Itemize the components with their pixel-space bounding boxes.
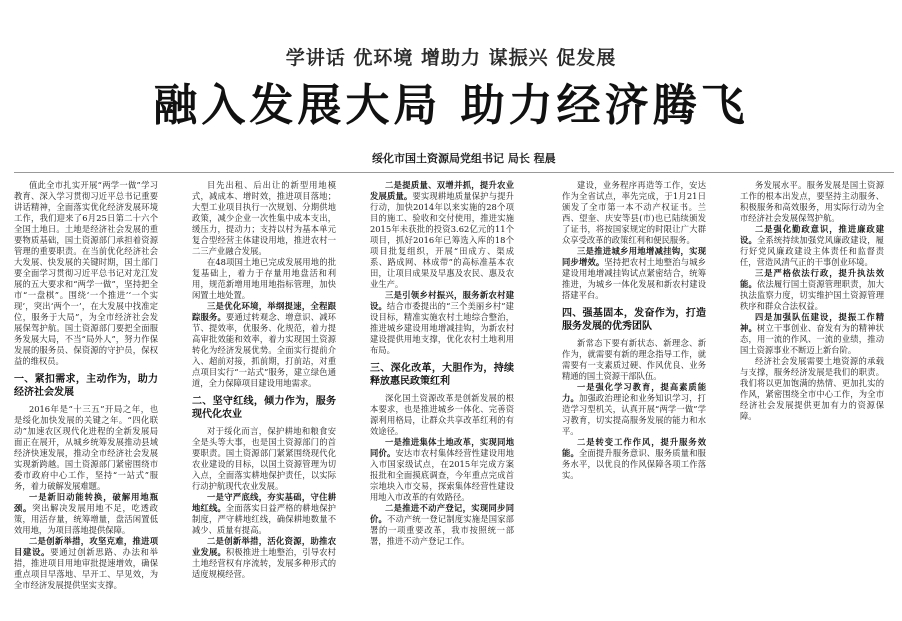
paragraph [740,268,884,312]
header-rule [14,172,894,173]
paragraph-text: 树立干事创业、奋发有为的精神状态，用一流的作风、一流的业绩，推动国土资源事业不断迈上新台阶。 [740,323,884,355]
paragraph [192,536,336,580]
paragraph-text: 全系统持续加强党风廉政建设，履行好党风廉政建设主体责任和监督责任，营造风清气正的干事创业环境。 [740,235,884,267]
paragraph [370,290,514,356]
paragraph [192,301,336,389]
paragraph-text: 对于绥化而言，保护耕地和粮食安全是头等大事，也是国土资源部门的首要职责。国土资源部门紧紧围绕现代化农业建设的目标，以国土资源管理为切入点，全面落实耕地保护责任，以实际行动护航现代农业发展。 [192,426,336,491]
paragraph-lead: 一是推进集体土地改革，实现同地同价。 [370,437,514,458]
paragraph [562,382,706,437]
paragraph-text: 要通过创新思路、办法和举措，推进项目用地审批提速增效，确保重点项目早落地、早开工、早见效，为全市经济发展提供坚实支撑。 [14,547,158,590]
paragraph-lead: 四是加强队伍建设，提振工作精神。 [740,312,884,333]
article-column-5 [740,180,884,621]
paragraph [192,426,336,492]
paragraph-text: 新常态下要有新状态、新理念、新作为，就需要有新的理念指导工作，就需要有一支素质过硬、作风优良、业务精通的国土资源干部队伍。 [562,338,706,381]
paragraph [562,437,706,481]
section-heading: 三、深化改革，大胆作为，持续释放惠民政策红利 [370,363,514,387]
paragraph-text: 积极推进土地整治，引导农村土地经营权有序流转，发展多种形式的适度规模经营。 [192,547,336,579]
paragraph-text: 经济社会发展需要土地资源的承载与支撑，服务经济发展是我们的职责。我们将以更加饱满的热情、更加扎实的作风，紧密围绕全市中心工作，为全市经济社会发展提供更加有力的资源保障。 [740,356,884,421]
article-column-4 [562,180,706,621]
paragraph [740,180,884,224]
paragraph-lead: 三是优化环境，举纲提速，全程跟踪服务。 [192,301,336,322]
paragraph-text: 坚持把农村土地整治与城乡建设用地增减挂钩试点紧密结合，统筹推进，为城乡一体化发展和新农村建设搭建平台。 [562,257,706,300]
paragraph-text: 突出解决发展用地不足，吃透政策，用活存量，统筹增量，盘活闲置低效用地，为项目落地提供保障。 [14,503,158,535]
article-column-2 [192,180,336,621]
paragraph [370,393,514,437]
paragraph-text: 目先出租、后出让的新型用地模式，减成本、增时效，推进项目落地；大型工业项目执行一次规划、分期供地政策，减少企业一次性集中成本支出，缓压力，提动力；支持以村为基本单元复合型经营主体建设用地，推进农村一二三产业融合发展。 [192,180,336,256]
paragraph [562,180,706,246]
paragraph-lead: 一是强化学习教育，提高素质能力。 [562,382,706,403]
headline: 融入发展大局 助力经济腾飞 [153,80,749,131]
paragraph [740,312,884,356]
paragraph [740,356,884,422]
paragraph-text: 要实现耕地质量保护与提升行动，加快2014年以来实施的28个项目的施工、验收和交付使用，推进实施2015年未获批的投资3.62亿元的11个项目，抓好2016年已筹选入库的18个项目批复组织，开展“田成方、渠成系、路成网、林成带”的高标准基本农田，让项目成果及早惠及农民、惠及农业生产。 [370,191,514,289]
paragraph-lead: 三是推进城乡用地增减挂钩，实现同步增效。 [562,246,706,267]
paragraph [14,492,158,536]
paragraph-text: 深化国土资源改革是创新发展的根本要求，也是推进城乡一体化、完善资源利用格局，让群众共享改革红利的有效途径。 [370,393,514,436]
paragraph [192,257,336,301]
kicker-line: 学讲话 优环境 增助力 谋振兴 促发展 [285,47,617,69]
paragraph-text: 值此全市扎实开展“两学一做”学习教育、深入学习贯彻习近平总书记重要讲话精神，全面落实优化经济发展环境工作，我们迎来了6月25日第二十六个全国土地日。土地是经济社会发展的重要物质基础，国土资源部门承担着资源管理的重要职责。在当前优化经济社会大发展、快发展的关键时期，国土部门要全面学习贯彻习近平总书记对龙江发展的五大要求和“两学一做”，坚持把全市“一盘棋”。围绕‘一个推进’‘一个实现’，突出‘两个一’，在大发展中找准定位，服务于大局”，为全市经济社会发展保驾护航。国土资源部门要把全面服务发展大局，不当“局外人”，努力作保发展的服务员、保资源的守护员，保权益的维权员。 [14,180,158,366]
paragraph [14,404,158,492]
byline: 绥化市国土资源局党组书记 局长 程晨 [372,152,556,165]
paragraph [14,536,158,591]
paragraph-lead: 二是创新举措，活化资源，助推农业发展。 [192,536,336,557]
paragraph-text: 建设，业务程序再造等工作，安达作为全省试点，率先完成，于1月21日颁发了全市第一本不动产权证书。兰西、望奎、庆安等县(市)也已陆续颁发了证书，将按国家规定的时限让广大群众享受改革的政策红利和便民服务。 [562,180,706,245]
paragraph [192,492,336,536]
section-heading: 四、强基固本，发奋作为，打造服务发展的优秀团队 [562,308,706,332]
paragraph-text: 2016年是“十三五”开局之年，也是绥化加快发展的关键之年。“四化联动”加速农区现代化进程的全新发展局面正在展开，从城乡统筹发展推动县域经济快速发展，推动全市经济社会发展实现新跨越。国土资源部门紧密围绕市委市政府中心工作，坚持“一站式”服务，着力破解发展难题。 [14,404,158,491]
paragraph-lead: 二是提质量、双增并抓，提升农业发展质量。 [370,180,514,201]
paragraph-lead: 一是守严底线，夯实基础，守住耕地红线。 [192,492,336,513]
paragraph-text: 全面落实日益严格的耕地保护制度，严守耕地红线，确保耕地数量不减少、质量有提高。 [192,503,336,535]
article-column-3 [370,180,514,621]
paragraph [370,180,514,290]
paragraph-text: 要通过转观念、增意识、减环节、提效率，优服务、化规范，着力提高审批效能和效率，着力实现国土资源转化为经济发展优势。全面实行提前介入、超前对接，抓前期，打前站，对重点项目实行“一站式”服务，建立绿色通道，全力保障项目建设用地需求。 [192,312,336,388]
paragraph [192,180,336,257]
paragraph-lead: 二是创新举措，攻坚克难，推进项目建设。 [14,536,158,557]
paragraph-lead: 二是转变工作作风，提升服务效能。 [562,437,706,458]
paragraph-text: 安达市农村集体经营性建设用地入市国家级试点，在2015年完成方案报批和全面摸底调查，今年重点完成首宗地块入市交易，探索集体经营性建设用地入市改革的有效路径。 [370,448,514,502]
section-heading: 一、紧扣需求，主动作为，助力经济社会发展 [14,374,158,398]
paragraph-text: 在48项国土地已完成发展用地的批复基础上，着力于存量用地盘活和利用，规范新增用地用地指标管理，加快闲置土地处置。 [192,257,336,300]
section-heading: 二、坚守红线，倾力作为，服务现代化农业 [192,396,336,420]
paragraph [740,224,884,268]
paragraph-lead: 二是强化勤政意识，推进廉政建设。 [740,224,884,245]
paragraph-text: 结合市委提出的“三个美丽乡村”建设目标，精准实施农村土地综合整治，推进城乡建设用地增减挂钩，为新农村建设提供用地支撑，优化农村土地利用布局。 [370,301,514,355]
paragraph-lead: 三是严格依法行政，提升执法效能。 [740,268,884,289]
paragraph [14,180,158,367]
paragraph-text: 不动产统一登记制度实施是国家部署的一项重要改革，我市按照统一部署，推进不动产登记工作。 [370,514,514,546]
paragraph-text: 依法履行国土资源管理职责，加大执法监察力度，切实维护国土资源管理秩序和群众合法权益。 [740,279,884,311]
paragraph-lead: 一是新旧动能转换，破解用地瓶颈。 [14,492,158,513]
paragraph-text: 加强政治理论和业务知识学习，打造学习型机关，认真开展“两学一做”学习教育，切实提高服务发展的能力和水平。 [562,393,706,436]
paragraph [370,503,514,547]
article-column-1 [14,180,158,621]
paragraph-lead: 二是推进不动产登记，实现同步同价。 [370,503,514,524]
paragraph-text: 全面提升服务意识、服务质量和服务水平，以优良的作风保障各项工作落实。 [562,448,706,480]
paragraph [562,246,706,301]
paragraph [370,437,514,503]
paragraph-text: 务发展水平。服务发展是国土资源工作的根本出发点，要坚持主动服务、积极服务和高效服务，用实际行动为全市经济社会发展保驾护航。 [740,180,884,223]
paragraph-lead: 三是引领乡村振兴，服务新农村建设。 [370,290,514,311]
paragraph [562,338,706,382]
